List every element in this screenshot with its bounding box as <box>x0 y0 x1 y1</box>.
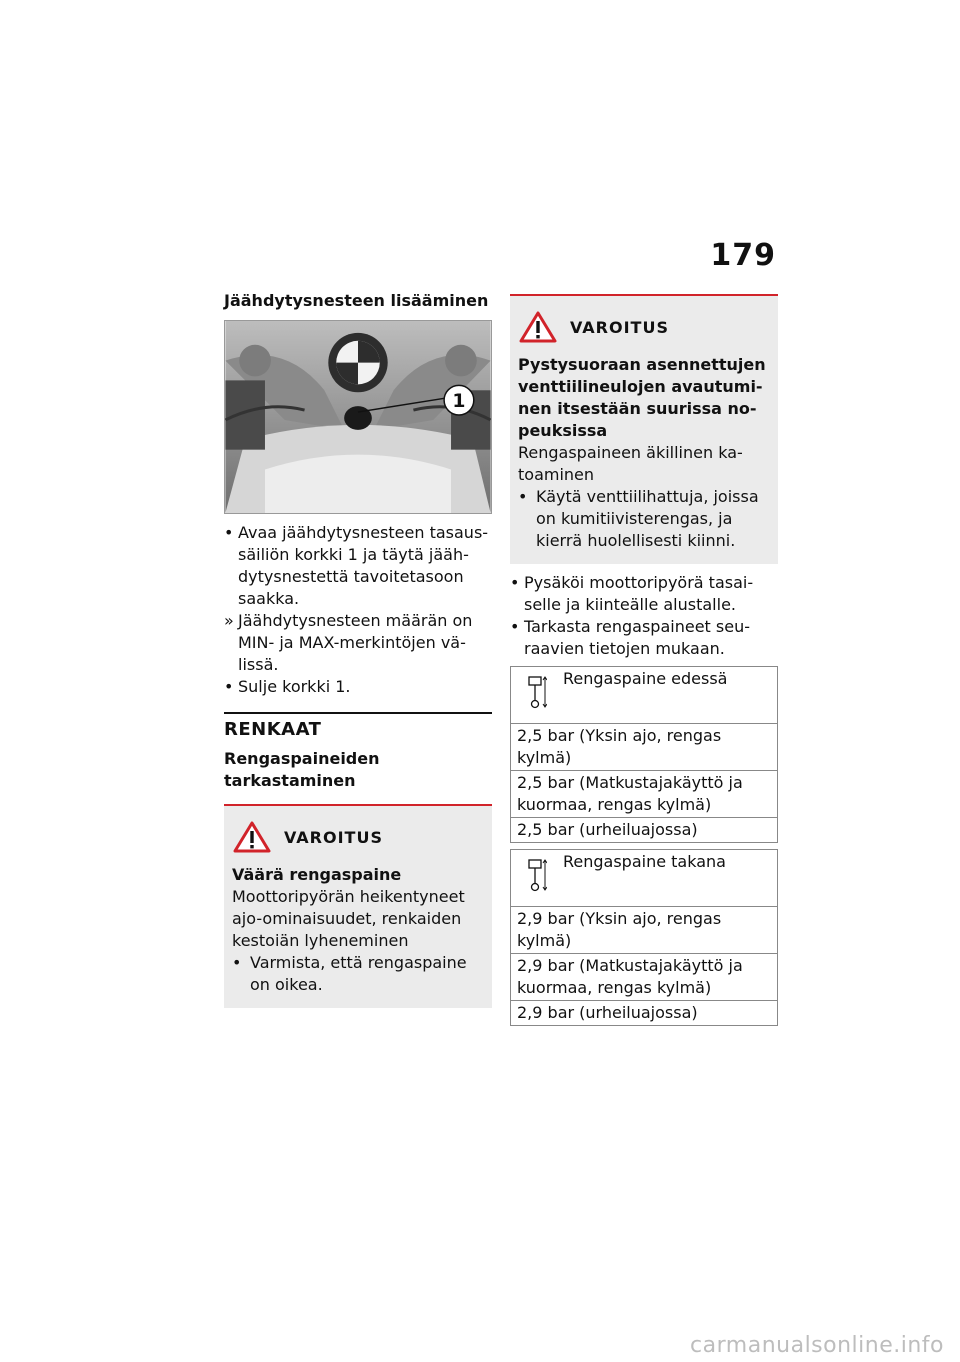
list-item: • Käytä venttiilihattuja, joissa on kumitiivisterengas, ja kierrä huolellisesti kiinni. <box>518 487 759 550</box>
warning-box <box>224 804 492 1008</box>
table-row: 2,5 bar (Matkustajakäyttö ja kuormaa, rengas kylmä) <box>511 771 778 818</box>
warning-triangle-icon <box>232 820 272 854</box>
warning-subtitle: Pystysuoraan asennettujen venttiilineulojen avautuminen itsestään suurissa nopeuksissa <box>518 355 766 440</box>
list-item: • Pysäköi moottoripyörä tasaiselle ja kiinteälle alustalle. <box>510 573 754 614</box>
tire-pressure-gauge-icon <box>527 675 547 709</box>
warning-body: Moottoripyörän heikentyneet ajo-ominaisuudet, renkaiden kestoiän lyheneminen <box>232 887 465 950</box>
list-item: » Jäähdytysnesteen määrän on MIN- ja MAX-merkintöjen välissä. <box>224 611 473 674</box>
coolant-heading: Jäähdytysnesteen lisääminen <box>224 291 489 310</box>
section-title: RENKAAT <box>224 719 322 740</box>
coolant-reservoir-photo <box>224 320 492 514</box>
warning-triangle-icon <box>518 310 558 344</box>
rear-pressure-table <box>510 849 778 1026</box>
table-row: 2,9 bar (Matkustajakäyttö ja kuormaa, rengas kylmä) <box>511 954 778 1001</box>
warning-body: Rengaspaineen äkillinen katoaminen <box>518 443 743 484</box>
tire-pressure-gauge-icon <box>527 858 547 892</box>
list-item: • Tarkasta rengaspaineet seuraavien tietojen mukaan. <box>510 617 750 658</box>
list-item: • Avaa jäähdytysnesteen tasaussäiliön korkki 1 ja täytä jäähdytysnestettä tavoitetasoon saakka. <box>224 523 489 608</box>
page-number: 179 <box>710 238 776 273</box>
tire-pressure-heading: Rengaspaineiden tarkastaminen <box>224 749 380 790</box>
list-item: • Varmista, että rengaspaine on oikea. <box>232 953 467 994</box>
table-row: 2,9 bar (urheiluajossa) <box>511 1001 778 1026</box>
warning-title: VAROITUS <box>570 317 669 337</box>
list-item: • Sulje korkki 1. <box>224 677 351 696</box>
coolant-steps <box>224 522 492 698</box>
table-row: 2,5 bar (Yksin ajo, rengas kylmä) <box>511 724 778 771</box>
warning-box <box>510 294 778 564</box>
table-row: 2,5 bar (urheiluajossa) <box>511 818 778 843</box>
warning-bullets <box>518 486 768 552</box>
right-column <box>510 294 778 1026</box>
warning-title: VAROITUS <box>284 827 383 847</box>
rear-pressure-header: Rengaspaine takana <box>511 850 778 907</box>
tire-steps <box>510 572 778 660</box>
watermark: carmanualsonline.info <box>690 1333 944 1358</box>
front-pressure-table <box>510 666 778 843</box>
front-pressure-header: Rengaspaine edessä <box>511 667 778 724</box>
section-divider <box>224 712 492 714</box>
warning-subtitle: Väärä rengaspaine <box>232 865 402 884</box>
photo-callout-label: 1 <box>452 391 466 413</box>
left-column <box>224 290 492 1008</box>
table-row: 2,9 bar (Yksin ajo, rengas kylmä) <box>511 907 778 954</box>
warning-bullets <box>232 952 482 996</box>
